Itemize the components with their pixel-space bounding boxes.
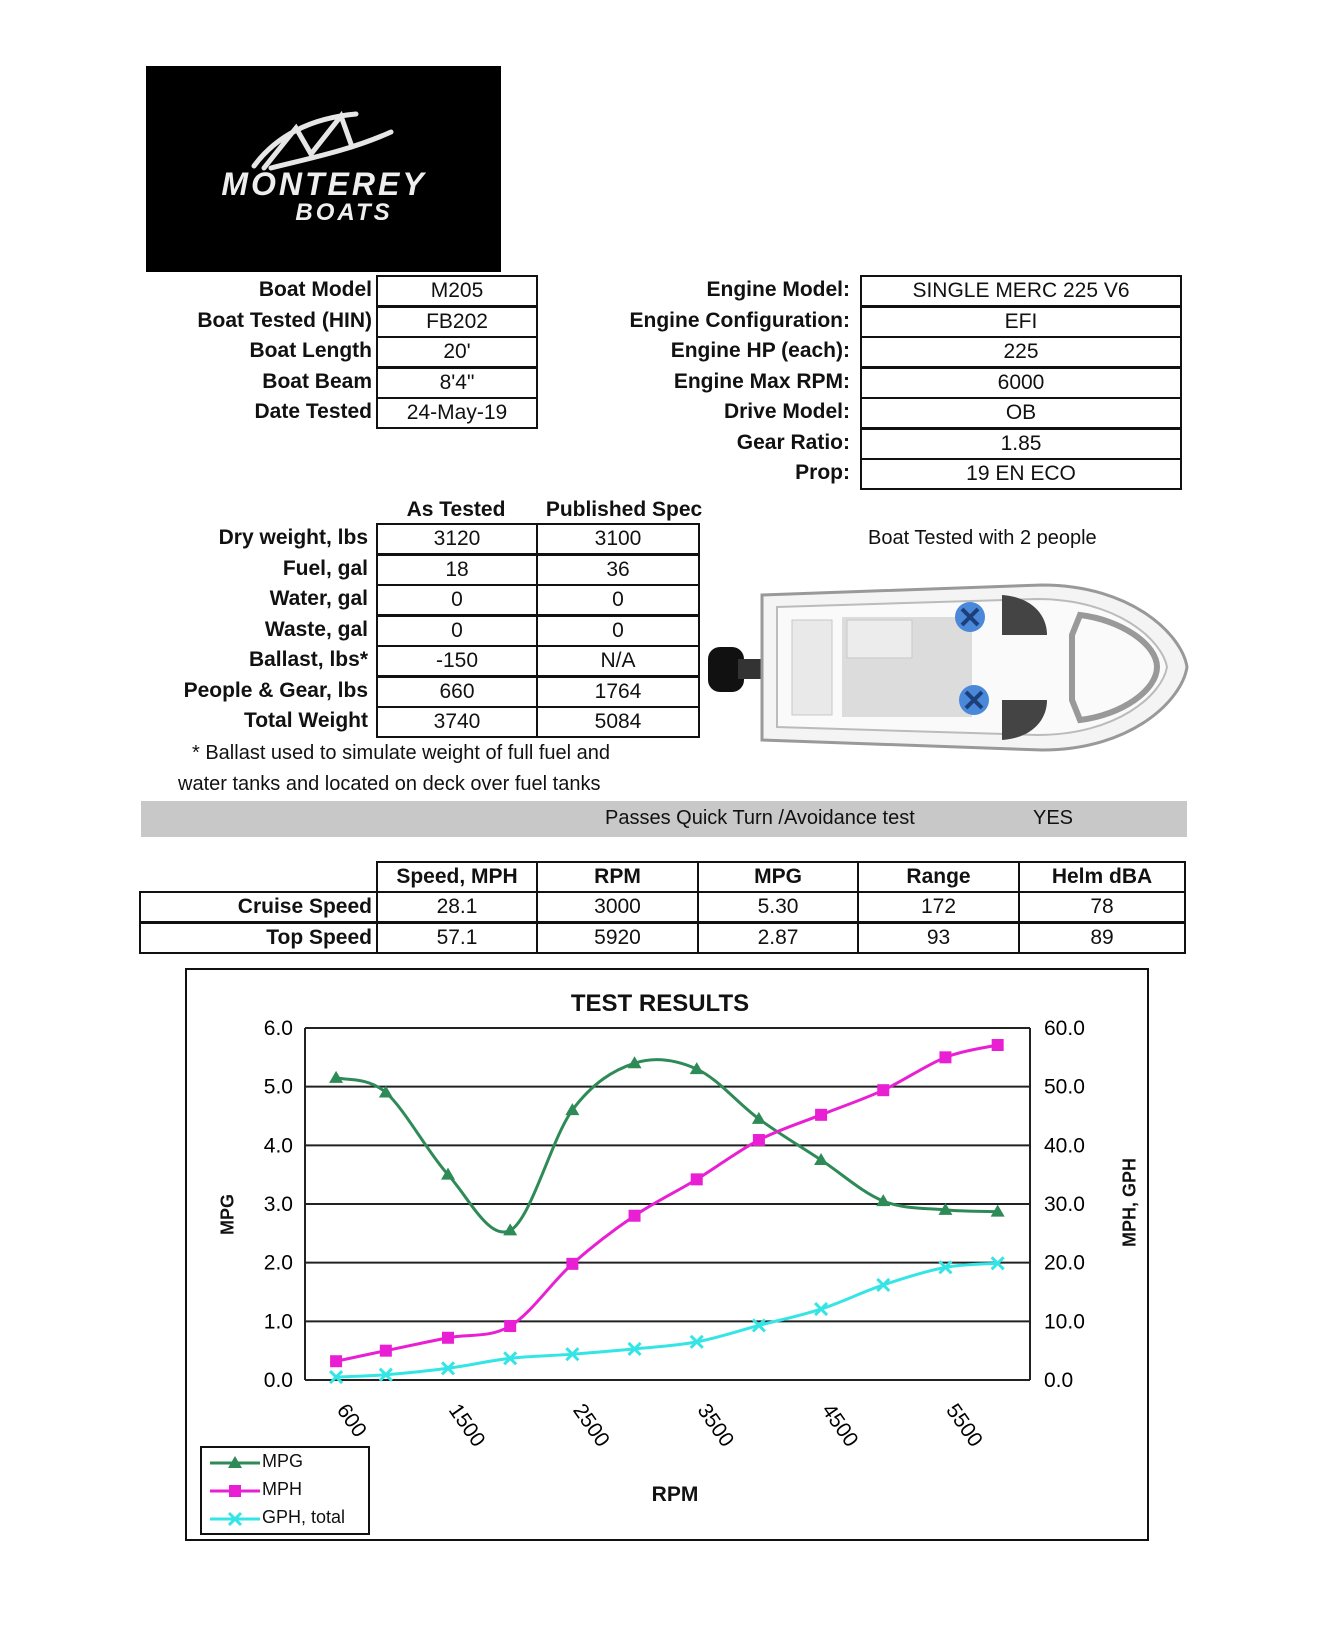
engine-spec-value: SINGLE MERC 225 V6	[860, 275, 1182, 307]
performance-row-label: Cruise Speed	[139, 891, 378, 923]
mpg-point	[814, 1153, 828, 1165]
performance-value: 5.30	[697, 891, 859, 923]
mph-point	[877, 1084, 889, 1096]
performance-row-label: Top Speed	[139, 922, 378, 954]
mph-point	[753, 1134, 765, 1146]
weight-label: Ballast, lbs*	[248, 648, 368, 671]
engine-spec-value: 6000	[860, 367, 1182, 399]
chart-x-axis-label: RPM	[651, 1483, 699, 1506]
weight-label: People & Gear, lbs	[183, 678, 368, 702]
y-tick-label: 5.0	[263, 1075, 293, 1099]
boat-spec-label: Boat Length	[249, 339, 372, 362]
engine-spec-label: Engine Configuration:	[629, 308, 850, 332]
mph-point	[629, 1210, 641, 1222]
y2-tick-label: 30.0	[1044, 1193, 1085, 1216]
performance-header: RPM	[536, 861, 699, 893]
weight-published-spec: 5084	[536, 706, 700, 738]
weights-header-spec: Published Spec	[545, 498, 703, 521]
x-tick-label: 600	[331, 1399, 371, 1442]
performance-header: MPG	[697, 861, 859, 893]
weight-label: Water, gal	[269, 587, 368, 610]
engine-spec-label: Engine Max RPM:	[673, 369, 850, 393]
x-tick-label: 2500	[568, 1399, 614, 1452]
performance-value: 3000	[536, 891, 699, 923]
performance-value: 89	[1018, 922, 1186, 954]
y2-tick-label: 10.0	[1044, 1310, 1085, 1334]
y-tick-label: 6.0	[263, 1017, 293, 1040]
weight-as-tested: 3740	[376, 706, 538, 738]
mph-point	[566, 1258, 578, 1270]
performance-value: 2.87	[697, 922, 859, 954]
weight-published-spec: 3100	[536, 523, 700, 555]
ballast-note-line1: * Ballast used to simulate weight of full fuel and	[192, 742, 611, 764]
boat-spec-value: 20'	[376, 336, 538, 368]
performance-value: 57.1	[376, 922, 538, 954]
weights-header-tested: As Tested	[406, 498, 506, 521]
weight-as-tested: 0	[376, 584, 538, 616]
quick-turn-value: YES	[1033, 807, 1074, 829]
weight-published-spec: 0	[536, 584, 700, 616]
legend-gph: GPH, total	[262, 1507, 346, 1527]
y2-tick-label: 20.0	[1044, 1251, 1085, 1275]
logo-brand-text: MONTEREY	[221, 166, 427, 202]
x-tick-label: 4500	[816, 1399, 863, 1452]
y-tick-label: 0.0	[263, 1369, 293, 1392]
engine-spec-label: Gear Ratio:	[736, 430, 850, 454]
mph-point	[442, 1332, 454, 1344]
performance-value: 172	[857, 891, 1020, 923]
ballast-note-line2: water tanks and located on deck over fuel tanks	[178, 773, 601, 795]
y-tick-label: 1.0	[263, 1310, 293, 1334]
engine-spec-value: 19 EN ECO	[860, 458, 1182, 490]
weight-label: Waste, gal	[264, 617, 368, 641]
x-tick-label: 1500	[443, 1399, 490, 1452]
y2-tick-label: 60.0	[1044, 1017, 1085, 1040]
mph-point	[380, 1345, 392, 1357]
boat-tested-people: Boat Tested with 2 people	[868, 527, 1097, 549]
x-tick-label: 5500	[941, 1399, 987, 1452]
engine-spec-value: 225	[860, 336, 1182, 368]
performance-header: Helm dBA	[1018, 861, 1186, 893]
monterey-logo	[146, 66, 501, 272]
weight-as-tested: 3120	[376, 523, 538, 555]
boat-spec-label: Boat Model	[258, 278, 372, 301]
boat-spec-label: Date Tested	[254, 400, 372, 423]
boat-spec-value: 24-May-19	[376, 397, 538, 429]
mph-point	[815, 1109, 827, 1121]
x-tick-label: 3500	[692, 1399, 739, 1452]
y-tick-label: 2.0	[263, 1251, 293, 1275]
y2-tick-label: 0.0	[1044, 1369, 1074, 1392]
engine-spec-label: Drive Model:	[723, 400, 850, 423]
engine-spec-value: OB	[860, 397, 1182, 429]
weight-published-spec: 0	[536, 615, 700, 647]
weight-published-spec: 1764	[536, 676, 700, 708]
weight-label: Fuel, gal	[282, 556, 368, 580]
legend-mpg: MPG	[262, 1451, 304, 1471]
weight-label: Total Weight	[243, 709, 368, 732]
weight-label: Dry weight, lbs	[218, 526, 368, 549]
y-tick-label: 4.0	[263, 1134, 293, 1158]
boat-spec-value: 8'4"	[376, 367, 538, 399]
mph-point	[330, 1355, 342, 1367]
chart-y2-axis-label: MPH, GPH	[1119, 1158, 1140, 1248]
chart-legend	[200, 1446, 370, 1535]
mph-point	[691, 1173, 703, 1185]
weight-as-tested: 660	[376, 676, 538, 708]
mpg-point	[329, 1071, 343, 1083]
weight-published-spec: 36	[536, 554, 700, 586]
logo-sub-text: BOATS	[295, 199, 393, 226]
performance-value: 78	[1018, 891, 1186, 923]
series-line-gph	[336, 1263, 998, 1377]
engine-spec-value: 1.85	[860, 428, 1182, 460]
y2-tick-label: 40.0	[1044, 1134, 1085, 1158]
y2-tick-label: 50.0	[1044, 1075, 1085, 1099]
performance-value: 5920	[536, 922, 699, 954]
chart-title: TEST RESULTS	[570, 990, 750, 1017]
y-tick-label: 3.0	[263, 1193, 293, 1216]
boat-spec-value: FB202	[376, 306, 538, 338]
chart-y-axis-label: MPG	[217, 1194, 238, 1236]
performance-header: Speed, MPH	[376, 861, 538, 893]
mph-point	[504, 1320, 516, 1332]
weight-as-tested: -150	[376, 645, 538, 677]
performance-header: Range	[857, 861, 1020, 893]
mph-point	[939, 1051, 951, 1063]
engine-spec-label: Prop:	[795, 461, 850, 484]
performance-value: 93	[857, 922, 1020, 954]
boat-spec-value: M205	[376, 275, 538, 307]
engine-spec-label: Engine HP (each):	[670, 339, 850, 362]
weight-as-tested: 18	[376, 554, 538, 586]
engine-spec-value: EFI	[860, 306, 1182, 338]
boat-spec-label: Boat Tested (HIN)	[197, 308, 372, 332]
weight-published-spec: N/A	[536, 645, 700, 677]
boat-layout-drawing	[702, 575, 1192, 760]
mph-point	[992, 1039, 1004, 1051]
weight-as-tested: 0	[376, 615, 538, 647]
performance-value: 28.1	[376, 891, 538, 923]
quick-turn-label: Passes Quick Turn /Avoidance test	[605, 807, 915, 829]
boat-spec-label: Boat Beam	[262, 369, 372, 393]
engine-spec-label: Engine Model:	[706, 278, 850, 301]
legend-mph: MPH	[262, 1479, 302, 1499]
